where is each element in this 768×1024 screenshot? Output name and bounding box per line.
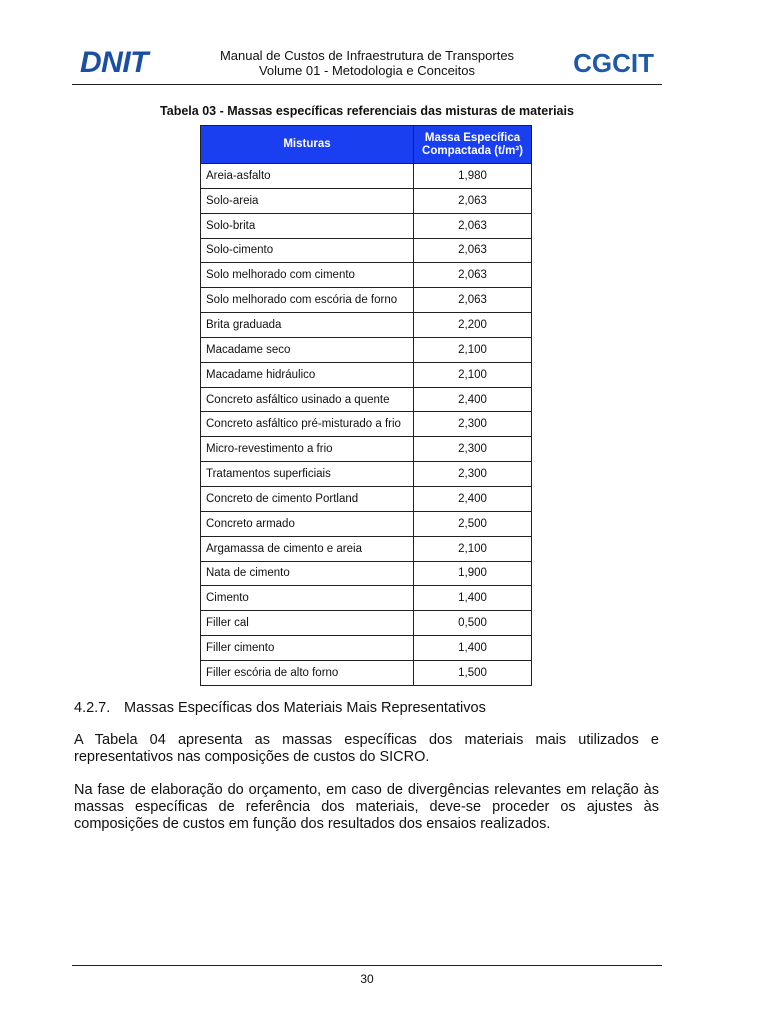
column-header-massa-line1: Massa Específica — [424, 131, 521, 144]
mixture-density: 1,980 — [414, 164, 532, 189]
column-header-massa-line2: Compactada (t/m³) — [422, 144, 523, 157]
table-row — [201, 486, 532, 511]
mixture-name: Concreto armado — [201, 511, 414, 536]
page-header — [72, 40, 662, 86]
table-header-row — [201, 126, 532, 164]
table-row — [201, 238, 532, 263]
mixture-density: 1,400 — [414, 586, 532, 611]
table-row — [201, 611, 532, 636]
mixture-name: Areia-asfalto — [201, 164, 414, 189]
paragraph-1: A Tabela 04 apresenta as massas específicas dos materiais mais utilizados e representativos nas composições de custos do SICRO. — [74, 732, 659, 765]
mixture-name: Filler escória de alto forno — [201, 660, 414, 685]
mixture-name: Macadame hidráulico — [201, 362, 414, 387]
column-header-massa — [414, 126, 532, 164]
mixture-density: 2,400 — [414, 486, 532, 511]
mixture-density: 2,300 — [414, 412, 532, 437]
mixture-name: Macadame seco — [201, 337, 414, 362]
mixture-name: Solo melhorado com cimento — [201, 263, 414, 288]
header-title-line2: Volume 01 - Metodologia e Conceitos — [258, 63, 476, 78]
mixture-name: Filler cal — [201, 611, 414, 636]
table-row — [201, 313, 532, 338]
mixture-density: 2,100 — [414, 536, 532, 561]
table-row — [201, 561, 532, 586]
table-row — [201, 586, 532, 611]
dnit-logo: DNIT — [80, 46, 148, 79]
table-row — [201, 636, 532, 661]
mixture-density: 2,063 — [414, 288, 532, 313]
mixture-density: 2,400 — [414, 387, 532, 412]
table-row — [201, 511, 532, 536]
cgcit-logo: CGCIT — [573, 48, 654, 78]
mixture-name: Argamassa de cimento e areia — [201, 536, 414, 561]
mixture-density: 1,900 — [414, 561, 532, 586]
mixture-name: Concreto asfáltico pré-misturado a frio — [201, 412, 414, 437]
mixture-density: 0,500 — [414, 611, 532, 636]
table-row — [201, 288, 532, 313]
mixture-name: Solo-areia — [201, 188, 414, 213]
mixture-name: Tratamentos superficiais — [201, 462, 414, 487]
section-title: Massas Específicas dos Materiais Mais Representativos — [124, 700, 486, 716]
mixture-name: Nata de cimento — [201, 561, 414, 586]
mixture-name: Cimento — [201, 586, 414, 611]
mixture-name: Solo-brita — [201, 213, 414, 238]
mixture-density: 2,063 — [414, 263, 532, 288]
table-caption: Tabela 03 - Massas específicas referenciais das misturas de materiais — [160, 104, 574, 118]
header-divider — [72, 84, 662, 85]
table-row — [201, 437, 532, 462]
table-row — [201, 660, 532, 685]
mixture-density: 2,200 — [414, 313, 532, 338]
section-heading — [74, 700, 486, 716]
table-row — [201, 337, 532, 362]
mixture-density: 2,063 — [414, 188, 532, 213]
table-row — [201, 263, 532, 288]
page-number: 30 — [360, 972, 374, 986]
mixture-density: 2,063 — [414, 213, 532, 238]
table-body — [201, 164, 532, 686]
mixture-density: 1,400 — [414, 636, 532, 661]
table-row — [201, 412, 532, 437]
table-row — [201, 362, 532, 387]
paragraph-2: Na fase de elaboração do orçamento, em caso de divergências relevantes em relação às massas específicas de referência dos materiais, deve-se proceder os ajustes às composições de custos em função dos resultados dos ensaios realizados. — [74, 782, 659, 832]
mixture-name: Filler cimento — [201, 636, 414, 661]
mixture-name: Solo melhorado com escória de forno — [201, 288, 414, 313]
mixture-name: Micro-revestimento a frio — [201, 437, 414, 462]
mixture-density: 2,100 — [414, 362, 532, 387]
mixture-density: 2,500 — [414, 511, 532, 536]
table-row — [201, 164, 532, 189]
mixture-density: 2,100 — [414, 337, 532, 362]
mixture-name: Concreto de cimento Portland — [201, 486, 414, 511]
mixture-name: Concreto asfáltico usinado a quente — [201, 387, 414, 412]
table-row — [201, 462, 532, 487]
table-row — [201, 188, 532, 213]
table-row — [201, 387, 532, 412]
footer-divider — [72, 965, 662, 966]
mixture-density: 2,063 — [414, 238, 532, 263]
section-number: 4.2.7. — [74, 700, 111, 716]
column-header-misturas: Misturas — [201, 126, 414, 164]
mixture-density: 2,300 — [414, 437, 532, 462]
table-row — [201, 536, 532, 561]
mixture-density: 2,300 — [414, 462, 532, 487]
mixture-density: 1,500 — [414, 660, 532, 685]
header-title-line1: Manual de Custos de Infraestrutura de Transportes — [219, 48, 515, 63]
mixture-name: Solo-cimento — [201, 238, 414, 263]
density-table — [200, 125, 532, 686]
header-title — [192, 48, 542, 78]
table-row — [201, 213, 532, 238]
mixture-name: Brita graduada — [201, 313, 414, 338]
